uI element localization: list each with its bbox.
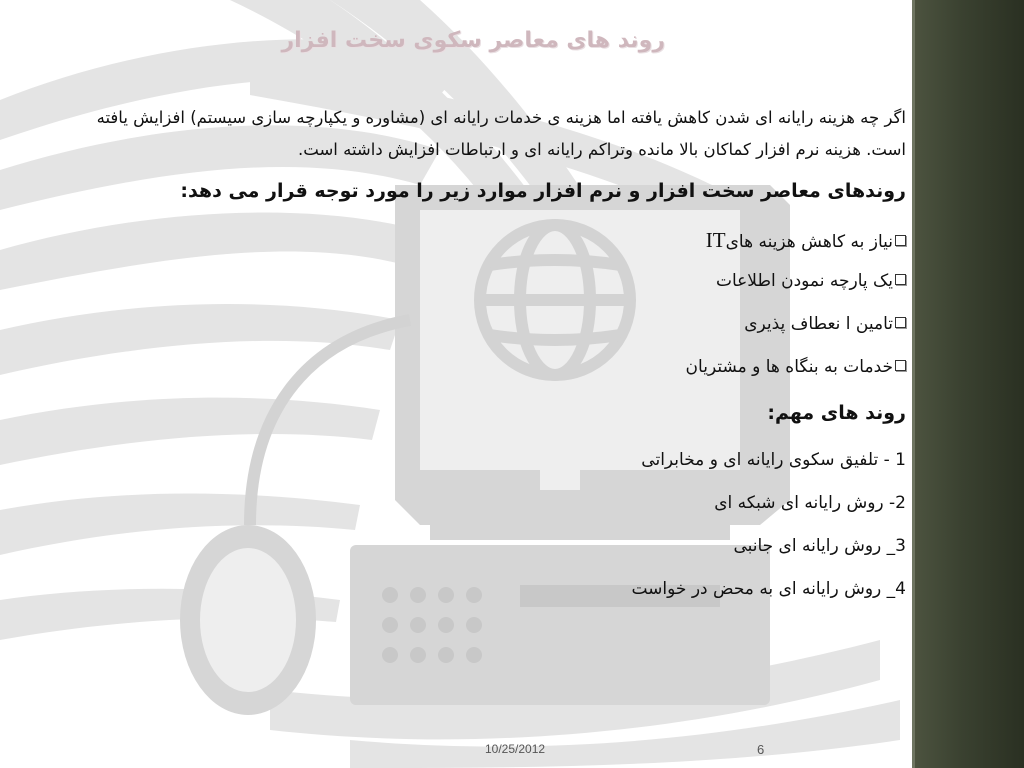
checkbox-bullet-icon — [895, 235, 906, 246]
bullet-item — [744, 314, 906, 334]
numbered-item: 1 - تلفیق سکوی رایانه ای و مخابراتی — [641, 450, 906, 470]
numbered-item: 4_ روش رایانه ای به محض در خواست — [631, 579, 906, 599]
checkbox-bullet-icon — [895, 317, 906, 328]
bullet-tag: IT — [705, 228, 726, 252]
slide-title: روند های معاصر سکوی سخت افزار — [281, 28, 665, 53]
slide-number: 6 — [757, 742, 765, 757]
bullet-item — [716, 271, 906, 291]
numbered-item: 3_ روش رایانه ای جانبی — [733, 536, 906, 556]
bullet-text: تامین ا نعطاف پذیری — [744, 314, 893, 334]
section-heading-trends: روندهای معاصر سخت افزار و نرم افزار موارد زیر را مورد توجه قرار می دهد: — [180, 180, 906, 202]
section-heading-important: روند های مهم: — [767, 402, 906, 424]
numbered-item: 2- روش رایانه ای شبکه ای — [714, 493, 906, 513]
checkbox-bullet-icon — [895, 360, 906, 371]
bullet-text: خدمات به بنگاه ها و مشتریان — [685, 357, 893, 377]
bullet-item — [706, 228, 906, 253]
bullet-item — [686, 357, 906, 377]
bullet-text: نیاز به کاهش هزینه های — [725, 232, 893, 252]
checkbox-bullet-icon — [895, 274, 906, 285]
bullet-text: یک پارچه نمودن اطلاعات — [715, 271, 893, 291]
side-decorative-band — [912, 0, 1024, 768]
intro-paragraph: اگر چه هزینه رایانه ای شدن کاهش یافته اما هزینه ی خدمات رایانه ای (مشاوره و یکپارچه سازی سیستم) افزایش یافته است. هزینه نرم افزار کماکان بالا مانده وتراکم رایانه ای و ارتباطات افزایش داشته است. — [96, 108, 906, 159]
footer-date: 10/25/2012 — [485, 742, 546, 756]
